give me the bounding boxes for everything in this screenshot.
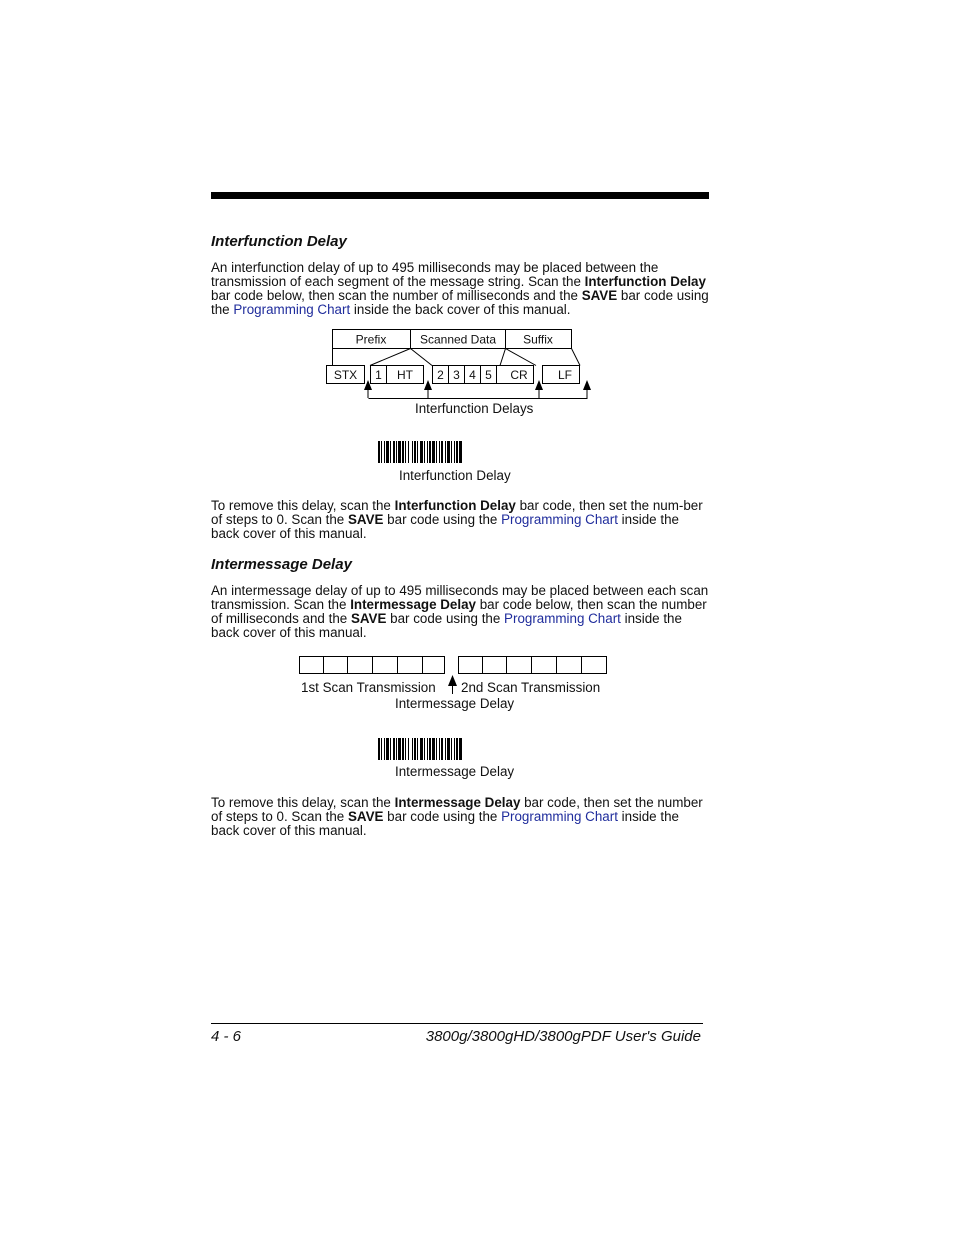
- barcode-bar: [420, 441, 423, 463]
- text-run: bar code, then set the num-ber of steps to 0. Scan the: [211, 498, 703, 527]
- barcode-bar: [454, 441, 455, 463]
- scan-cell: [324, 657, 348, 674]
- barcode-bar: [386, 738, 389, 760]
- barcode-bar: [398, 738, 401, 760]
- cell-label: HT: [397, 368, 413, 382]
- barcode-bar: [441, 441, 443, 463]
- scan-cell: [557, 657, 582, 674]
- barcode-bar: [390, 441, 391, 463]
- scan-cell: [300, 657, 324, 674]
- barcode-bar: [451, 441, 452, 463]
- scan-cell: [348, 657, 373, 674]
- scanned-data-label: Scanned Data: [419, 332, 497, 347]
- text-run: To remove this delay, scan the: [211, 498, 395, 513]
- cell-label: 3: [453, 368, 460, 382]
- barcode-bar: [408, 738, 409, 760]
- barcode-bar: [447, 738, 450, 760]
- programming-chart-link[interactable]: Programming Chart: [501, 809, 618, 824]
- cell-label: 2: [437, 368, 444, 382]
- barcode-bar: [445, 441, 446, 463]
- intermessage-barcode[interactable]: [378, 738, 538, 760]
- bold-text: SAVE: [347, 512, 384, 527]
- barcode-bar: [436, 738, 437, 760]
- barcode-bar: [456, 738, 458, 760]
- interfunction-remove-paragraph: [211, 499, 709, 541]
- text-run: bar code using the: [386, 611, 505, 626]
- barcode-bar: [386, 441, 389, 463]
- header-rule: [211, 192, 709, 199]
- programming-chart-link[interactable]: Programming Chart: [501, 512, 618, 527]
- section-heading-interfunction: Interfunction Delay: [211, 233, 347, 250]
- text-run: inside the back cover of this manual.: [211, 512, 679, 541]
- barcode-bar: [424, 738, 425, 760]
- cell-label: 1: [375, 368, 382, 382]
- text-run: bar code using the: [383, 809, 502, 824]
- cell-label: CR: [510, 368, 528, 382]
- suffix-label: Suffix: [523, 332, 553, 347]
- barcode-bar: [398, 441, 401, 463]
- barcode-bar: [393, 441, 395, 463]
- barcode-bar: [420, 738, 423, 760]
- barcode-bar: [396, 738, 397, 760]
- arrow-up-icon: [424, 380, 432, 390]
- barcode-bar: [432, 738, 435, 760]
- intermessage-paragraph: [211, 584, 709, 640]
- barcode-bar: [412, 738, 413, 760]
- interfunction-paragraph: [211, 261, 709, 317]
- barcode-bar: [427, 441, 428, 463]
- barcode-bar: [424, 441, 425, 463]
- scan-cell: [398, 657, 423, 674]
- barcode-bar: [445, 738, 446, 760]
- barcode-bar: [427, 738, 428, 760]
- scan-cell: [459, 657, 483, 674]
- text-run: bar code, then set the number of steps to 0. Scan the: [211, 795, 703, 824]
- text-run: bar code below, then scan the number of milliseconds and the: [211, 288, 582, 303]
- barcode-bar: [381, 441, 382, 463]
- intermessage-delay-caption: Intermessage Delay: [395, 696, 515, 711]
- interfunction-delays-caption: Interfunction Delays: [415, 401, 534, 416]
- bold-text: Interfunction Delay: [394, 498, 516, 513]
- intermessage-remove-paragraph: [211, 796, 709, 838]
- barcode-bar: [393, 738, 395, 760]
- barcode-bar: [417, 738, 418, 760]
- text-run: bar code using the: [383, 512, 502, 527]
- barcode-bar: [384, 738, 385, 760]
- section-heading-intermessage: Intermessage Delay: [211, 556, 352, 573]
- barcode-bar: [414, 738, 416, 760]
- barcode-bar: [439, 738, 440, 760]
- arrow-up-icon: [583, 380, 591, 390]
- text-run: bar code using the: [211, 288, 709, 317]
- text-run: inside the back cover of this manual.: [211, 809, 679, 838]
- barcode-bar: [456, 441, 458, 463]
- barcode-bar: [402, 441, 404, 463]
- scan-cell: [582, 657, 607, 674]
- first-scan-label: 1st Scan Transmission: [301, 680, 436, 695]
- interfunction-barcode-label: Interfunction Delay: [399, 468, 511, 483]
- barcode-bar: [441, 738, 443, 760]
- interfunction-barcode[interactable]: [378, 441, 538, 463]
- barcode-bar: [429, 441, 431, 463]
- arrow-up-icon: [535, 380, 543, 390]
- bold-text: Intermessage Delay: [350, 597, 476, 612]
- barcode-bar: [454, 738, 455, 760]
- barcode-bar: [384, 441, 385, 463]
- barcode-bar: [414, 441, 416, 463]
- barcode-bar: [396, 441, 397, 463]
- bold-text: SAVE: [350, 611, 387, 626]
- second-scan-label: 2nd Scan Transmission: [461, 680, 601, 695]
- cell-label: 4: [469, 368, 476, 382]
- bold-text: SAVE: [347, 809, 384, 824]
- barcode-bar: [417, 441, 418, 463]
- barcode-bar: [381, 738, 382, 760]
- barcode-bar: [405, 441, 406, 463]
- barcode-bar: [459, 738, 462, 760]
- scan-cell: [373, 657, 398, 674]
- text-run: An intermessage delay of up to 495 milliseconds may be placed between each scan transmission. Scan the: [211, 583, 709, 612]
- page-number: 4 - 6: [211, 1028, 242, 1045]
- text-run: inside the back cover of this manual.: [211, 611, 682, 640]
- text-run: An interfunction delay of up to 495 milliseconds may be placed between the transmission of each segment of the message string. Scan the: [211, 260, 659, 289]
- cell-label: STX: [333, 368, 358, 382]
- scan-cell: [483, 657, 507, 674]
- text-run: bar code below, then scan the number of milliseconds and the: [211, 597, 707, 626]
- cell-label: LF: [557, 368, 573, 382]
- barcode-bar: [412, 441, 413, 463]
- barcode-bar: [390, 738, 391, 760]
- scan-cell: [532, 657, 557, 674]
- barcode-bar: [447, 441, 450, 463]
- barcode-bar: [405, 738, 406, 760]
- barcode-bar: [436, 441, 437, 463]
- bold-text: SAVE: [581, 288, 618, 303]
- scan-cell: [507, 657, 532, 674]
- text-run: inside the back cover of this manual.: [350, 302, 571, 317]
- bold-text: Interfunction Delay: [584, 274, 706, 289]
- barcode-bar: [432, 441, 435, 463]
- guide-title: 3800g/3800gHD/3800gPDF User's Guide: [425, 1028, 701, 1045]
- cell-label: 5: [485, 368, 492, 382]
- barcode-bar: [451, 738, 452, 760]
- barcode-bar: [459, 441, 462, 463]
- intermessage-barcode-label: Intermessage Delay: [395, 764, 515, 779]
- prefix-label: Prefix: [355, 332, 387, 347]
- barcode-bar: [378, 738, 380, 760]
- barcode-bar: [408, 441, 409, 463]
- text-run: To remove this delay, scan the: [211, 795, 395, 810]
- arrow-up-icon: [448, 675, 457, 686]
- barcode-bar: [378, 441, 380, 463]
- programming-chart-link[interactable]: Programming Chart: [233, 302, 351, 317]
- barcode-bar: [402, 738, 404, 760]
- programming-chart-link[interactable]: Programming Chart: [504, 611, 621, 626]
- barcode-bar: [439, 441, 440, 463]
- barcode-bar: [429, 738, 431, 760]
- scan-cell: [423, 657, 445, 674]
- footer-rule: [211, 1023, 703, 1024]
- bold-text: Intermessage Delay: [394, 795, 521, 810]
